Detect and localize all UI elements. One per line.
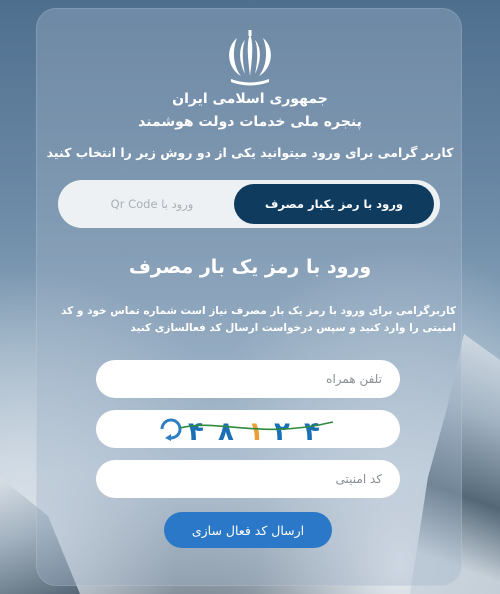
login-method-instruction: کاربر گرامی برای ورود میتوانید یکی از دو روش زیر را انتخاب کنید <box>46 145 454 160</box>
portal-title: پنجره ملی خدمات دولت هوشمند <box>138 114 362 130</box>
captcha-digit: ۴ <box>304 417 320 444</box>
captcha-digit: ۱ <box>248 417 264 444</box>
otp-description: کاربرگرامی برای ورود با رمز یک بار مصرف نیاز است شماره تماس خود و کد امنیتی را وارد کنید و سپس درخواست ارسال کد فعالسازی کنید <box>61 305 456 334</box>
tab-otp-login[interactable]: ورود با رمز یکبار مصرف <box>234 184 434 224</box>
login-method-tabs <box>58 180 440 228</box>
captcha-digit: ۲ <box>274 417 290 444</box>
captcha-image <box>158 414 338 444</box>
refresh-icon[interactable] <box>162 420 180 441</box>
country-title: جمهوری اسلامی ایران <box>172 91 328 107</box>
iran-emblem-icon <box>0 30 500 88</box>
captcha-digit: ۴ <box>188 417 204 444</box>
security-code-input[interactable] <box>96 460 400 498</box>
captcha-digit: ۸ <box>218 417 234 444</box>
tab-qr-code-login[interactable]: ورود با Qr Code <box>110 197 194 211</box>
page-title: ورود با رمز یک بار مصرف <box>128 256 372 278</box>
captcha-field <box>96 410 400 448</box>
send-activation-code-button[interactable]: ارسال کد فعال سازی <box>164 512 332 548</box>
phone-input[interactable] <box>96 360 400 398</box>
